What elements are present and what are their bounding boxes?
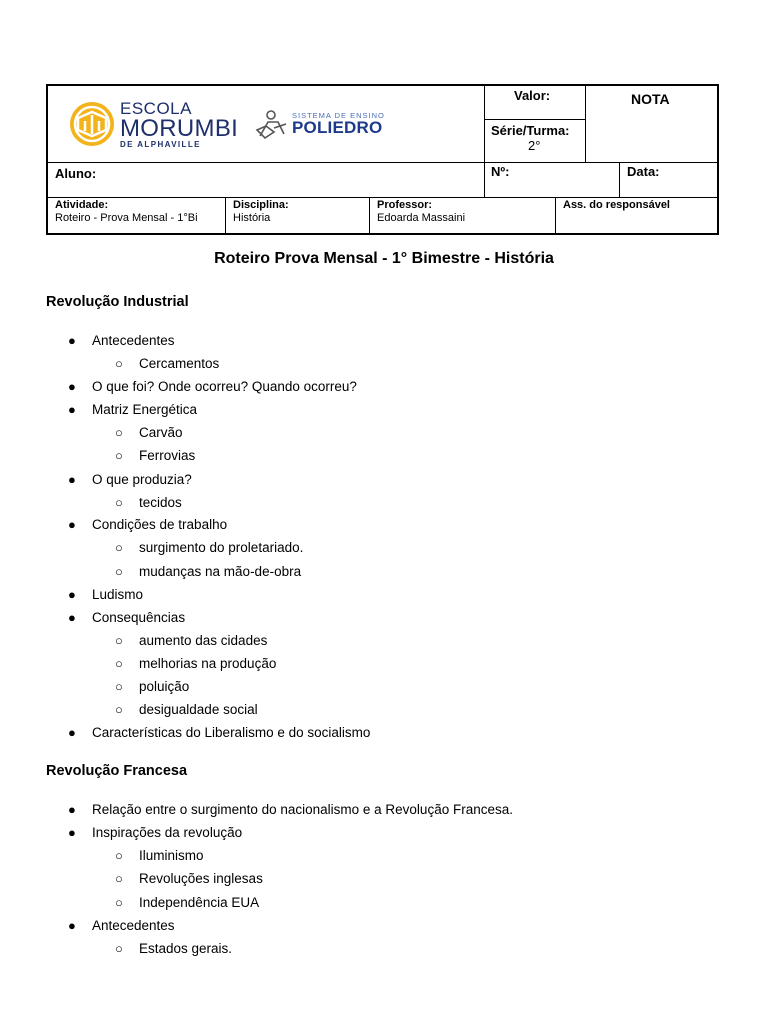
circle-bullet-icon: ○ <box>115 848 123 863</box>
bullet-icon: ● <box>68 918 76 933</box>
atividade-value: Roteiro - Prova Mensal - 1°Bi <box>55 212 198 224</box>
list-item: ○ tecidos <box>115 495 182 510</box>
list-item: ○ Cercamentos <box>115 356 220 371</box>
list-item: ○ Ferrovias <box>115 448 196 463</box>
list-item: ● Características do Liberalismo e do socialismo <box>68 725 371 740</box>
school-logo <box>68 100 238 148</box>
professor-value: Edoarda Massaini <box>377 212 466 224</box>
atividade-label: Atividade: <box>55 199 109 211</box>
divider <box>484 86 485 197</box>
list-item: ● Consequências <box>68 610 186 625</box>
list-item: ○ Carvão <box>115 425 183 440</box>
circle-bullet-icon: ○ <box>115 356 123 371</box>
nota-label: NOTA <box>631 91 670 107</box>
circle-bullet-icon: ○ <box>115 448 123 463</box>
divider <box>619 162 620 197</box>
school-logo-line3: DE ALPHAVILLE <box>120 139 201 149</box>
circle-bullet-icon: ○ <box>115 633 123 648</box>
bullet-icon: ● <box>68 333 76 348</box>
bullet-icon: ● <box>68 802 76 817</box>
circle-bullet-icon: ○ <box>115 895 123 910</box>
circle-bullet-icon: ○ <box>115 495 123 510</box>
circle-bullet-icon: ○ <box>115 425 123 440</box>
bullet-icon: ● <box>68 402 76 417</box>
disciplina-label: Disciplina: <box>233 199 289 211</box>
data-label: Data: <box>627 164 660 179</box>
circle-bullet-icon: ○ <box>115 540 123 555</box>
numero-label: Nº: <box>491 164 510 179</box>
circle-bullet-icon: ○ <box>115 679 123 694</box>
poliedro-logo <box>254 104 385 144</box>
list-item: ○ melhorias na produção <box>115 656 277 671</box>
list-item: ○ Revoluções inglesas <box>115 871 263 886</box>
divider <box>225 197 226 235</box>
circle-bullet-icon: ○ <box>115 871 123 886</box>
list-item: ○ Iluminismo <box>115 848 204 863</box>
bullet-icon: ● <box>68 725 76 740</box>
divider <box>48 197 719 198</box>
circle-bullet-icon: ○ <box>115 702 123 717</box>
list-item: ○ surgimento do proletariado. <box>115 540 304 555</box>
list-item: ● Ludismo <box>68 587 144 602</box>
bullet-icon: ● <box>68 517 76 532</box>
poliedro-logo-line2: POLIEDRO <box>292 118 383 138</box>
list-item: ○ Independência EUA <box>115 895 260 910</box>
divider <box>555 197 556 235</box>
bullet-icon: ● <box>68 825 76 840</box>
bullet-icon: ● <box>68 379 76 394</box>
list-item: ● Condições de trabalho <box>68 517 228 532</box>
list-item: ● O que produzia? <box>68 472 192 487</box>
list-item: ○ mudanças na mão-de-obra <box>115 564 302 579</box>
bullet-icon: ● <box>68 610 76 625</box>
list-item: ● O que foi? Onde ocorreu? Quando ocorreu? <box>68 379 357 394</box>
school-emblem-icon <box>68 100 116 148</box>
disciplina-value: História <box>233 212 271 224</box>
section-title: Revolução Industrial <box>46 294 189 310</box>
circle-bullet-icon: ○ <box>115 656 123 671</box>
divider <box>369 197 370 235</box>
list-item: ● Antecedentes <box>68 333 175 348</box>
ass-responsavel-label: Ass. do responsável <box>563 199 670 211</box>
professor-label: Professor: <box>377 199 433 211</box>
list-item: ○ poluição <box>115 679 190 694</box>
serie-value: 2° <box>528 138 541 153</box>
poliedro-logo-line1: SISTEMA DE ENSINO <box>292 110 385 120</box>
header-table <box>46 84 719 235</box>
list-item: ○ aumento das cidades <box>115 633 268 648</box>
circle-bullet-icon: ○ <box>115 564 123 579</box>
bullet-icon: ● <box>68 587 76 602</box>
document-title: Roteiro Prova Mensal - 1° Bimestre - História <box>214 250 554 267</box>
school-logo-line2: MORUMBI <box>120 114 239 142</box>
list-item: ● Relação entre o surgimento do nacionalismo e a Revolução Francesa. <box>68 802 513 817</box>
list-item: ○ Estados gerais. <box>115 941 233 956</box>
list-item: ● Inspirações da revolução <box>68 825 243 840</box>
divider <box>484 119 585 120</box>
list-item: ● Antecedentes <box>68 918 175 933</box>
valor-label: Valor: <box>514 88 551 103</box>
list-item: ● Matriz Energética <box>68 402 198 417</box>
bullet-icon: ● <box>68 472 76 487</box>
divider <box>585 86 586 163</box>
section-title: Revolução Francesa <box>46 763 188 779</box>
list-item: ○ desigualdade social <box>115 702 258 717</box>
serie-label: Série/Turma: <box>491 123 570 138</box>
circle-bullet-icon: ○ <box>115 941 123 956</box>
school-logo-line1: ESCOLA <box>120 98 192 118</box>
aluno-label: Aluno: <box>55 166 97 181</box>
poliedro-emblem-icon <box>254 106 290 142</box>
